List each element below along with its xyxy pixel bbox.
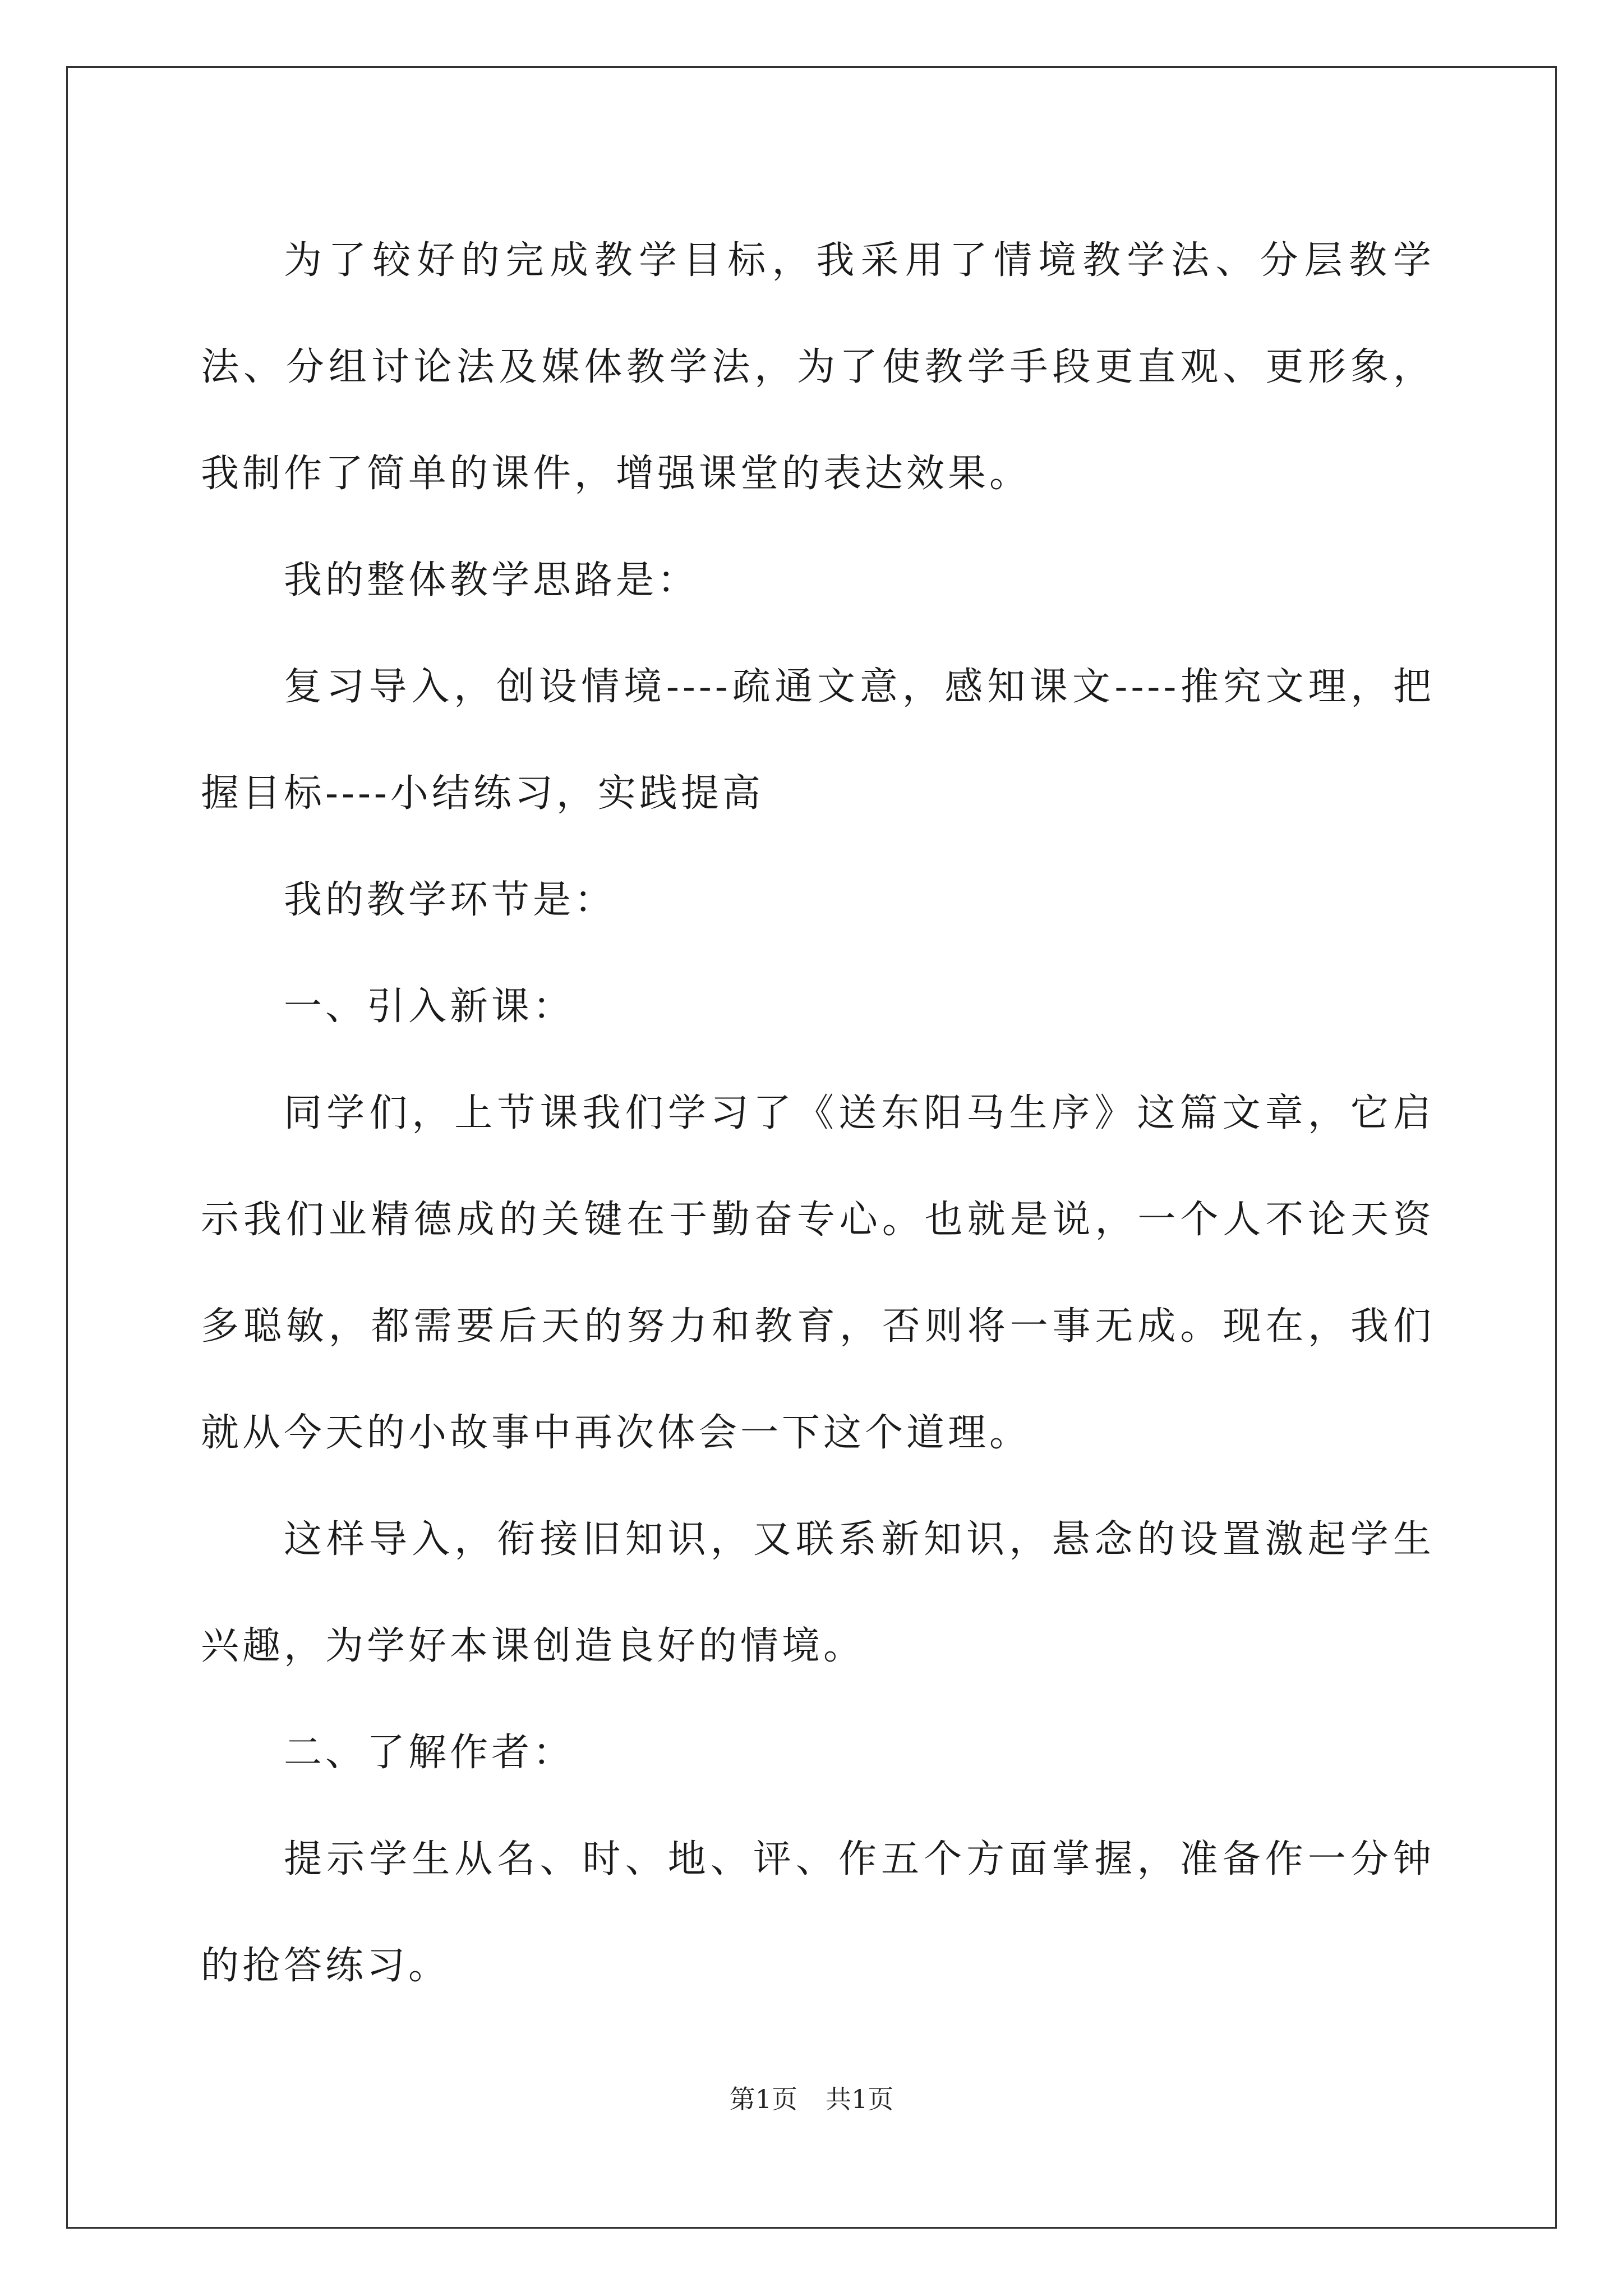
paragraph-author-task: 提示学生从名、时、地、评、作五个方面掌握，准备作一分钟的抢答练习。: [201, 1837, 1435, 1988]
paragraph-teaching-steps-heading: 我的教学环节是：: [284, 878, 616, 922]
paragraph-overall-approach-heading: 我的整体教学思路是：: [284, 558, 699, 602]
paragraph-lesson-introduction: 同学们，上节课我们学习了《送东阳马生序》这篇文章，它启示我们业精德成的关键在于勤奋专心。也就是说，一个人不论天资多聪敏，都需要后天的努力和教育，否则将一事无成。现在，我们就从今天的小故事中再次体会一下这个道理。: [201, 1091, 1435, 1455]
paragraph-introduction-rationale: 这样导入，衔接旧知识，又联系新知识，悬念的设置激起学生兴趣，为学好本课创造良好的情境。: [201, 1517, 1435, 1668]
section-heading-know-author: 二、了解作者：: [284, 1731, 575, 1775]
page-number-current: 第1页: [729, 2084, 797, 2114]
page-footer: [0, 2082, 1623, 2116]
page-number-total: 共1页: [826, 2084, 894, 2114]
section-heading-introduce-lesson: 一、引入新课：: [284, 984, 575, 1029]
paragraph-overall-approach: 复习导入，创设情境----疏通文意，感知课文----推究文理，把握目标----小结练习，实践提高: [201, 665, 1435, 816]
paragraph-teaching-methods: 为了较好的完成教学目标，我采用了情境教学法、分层教学法、分组讨论法及媒体教学法，为了使教学手段更直观、更形象，我制作了简单的课件，增强课堂的表达效果。: [201, 238, 1435, 496]
document-body: [201, 208, 1435, 2019]
